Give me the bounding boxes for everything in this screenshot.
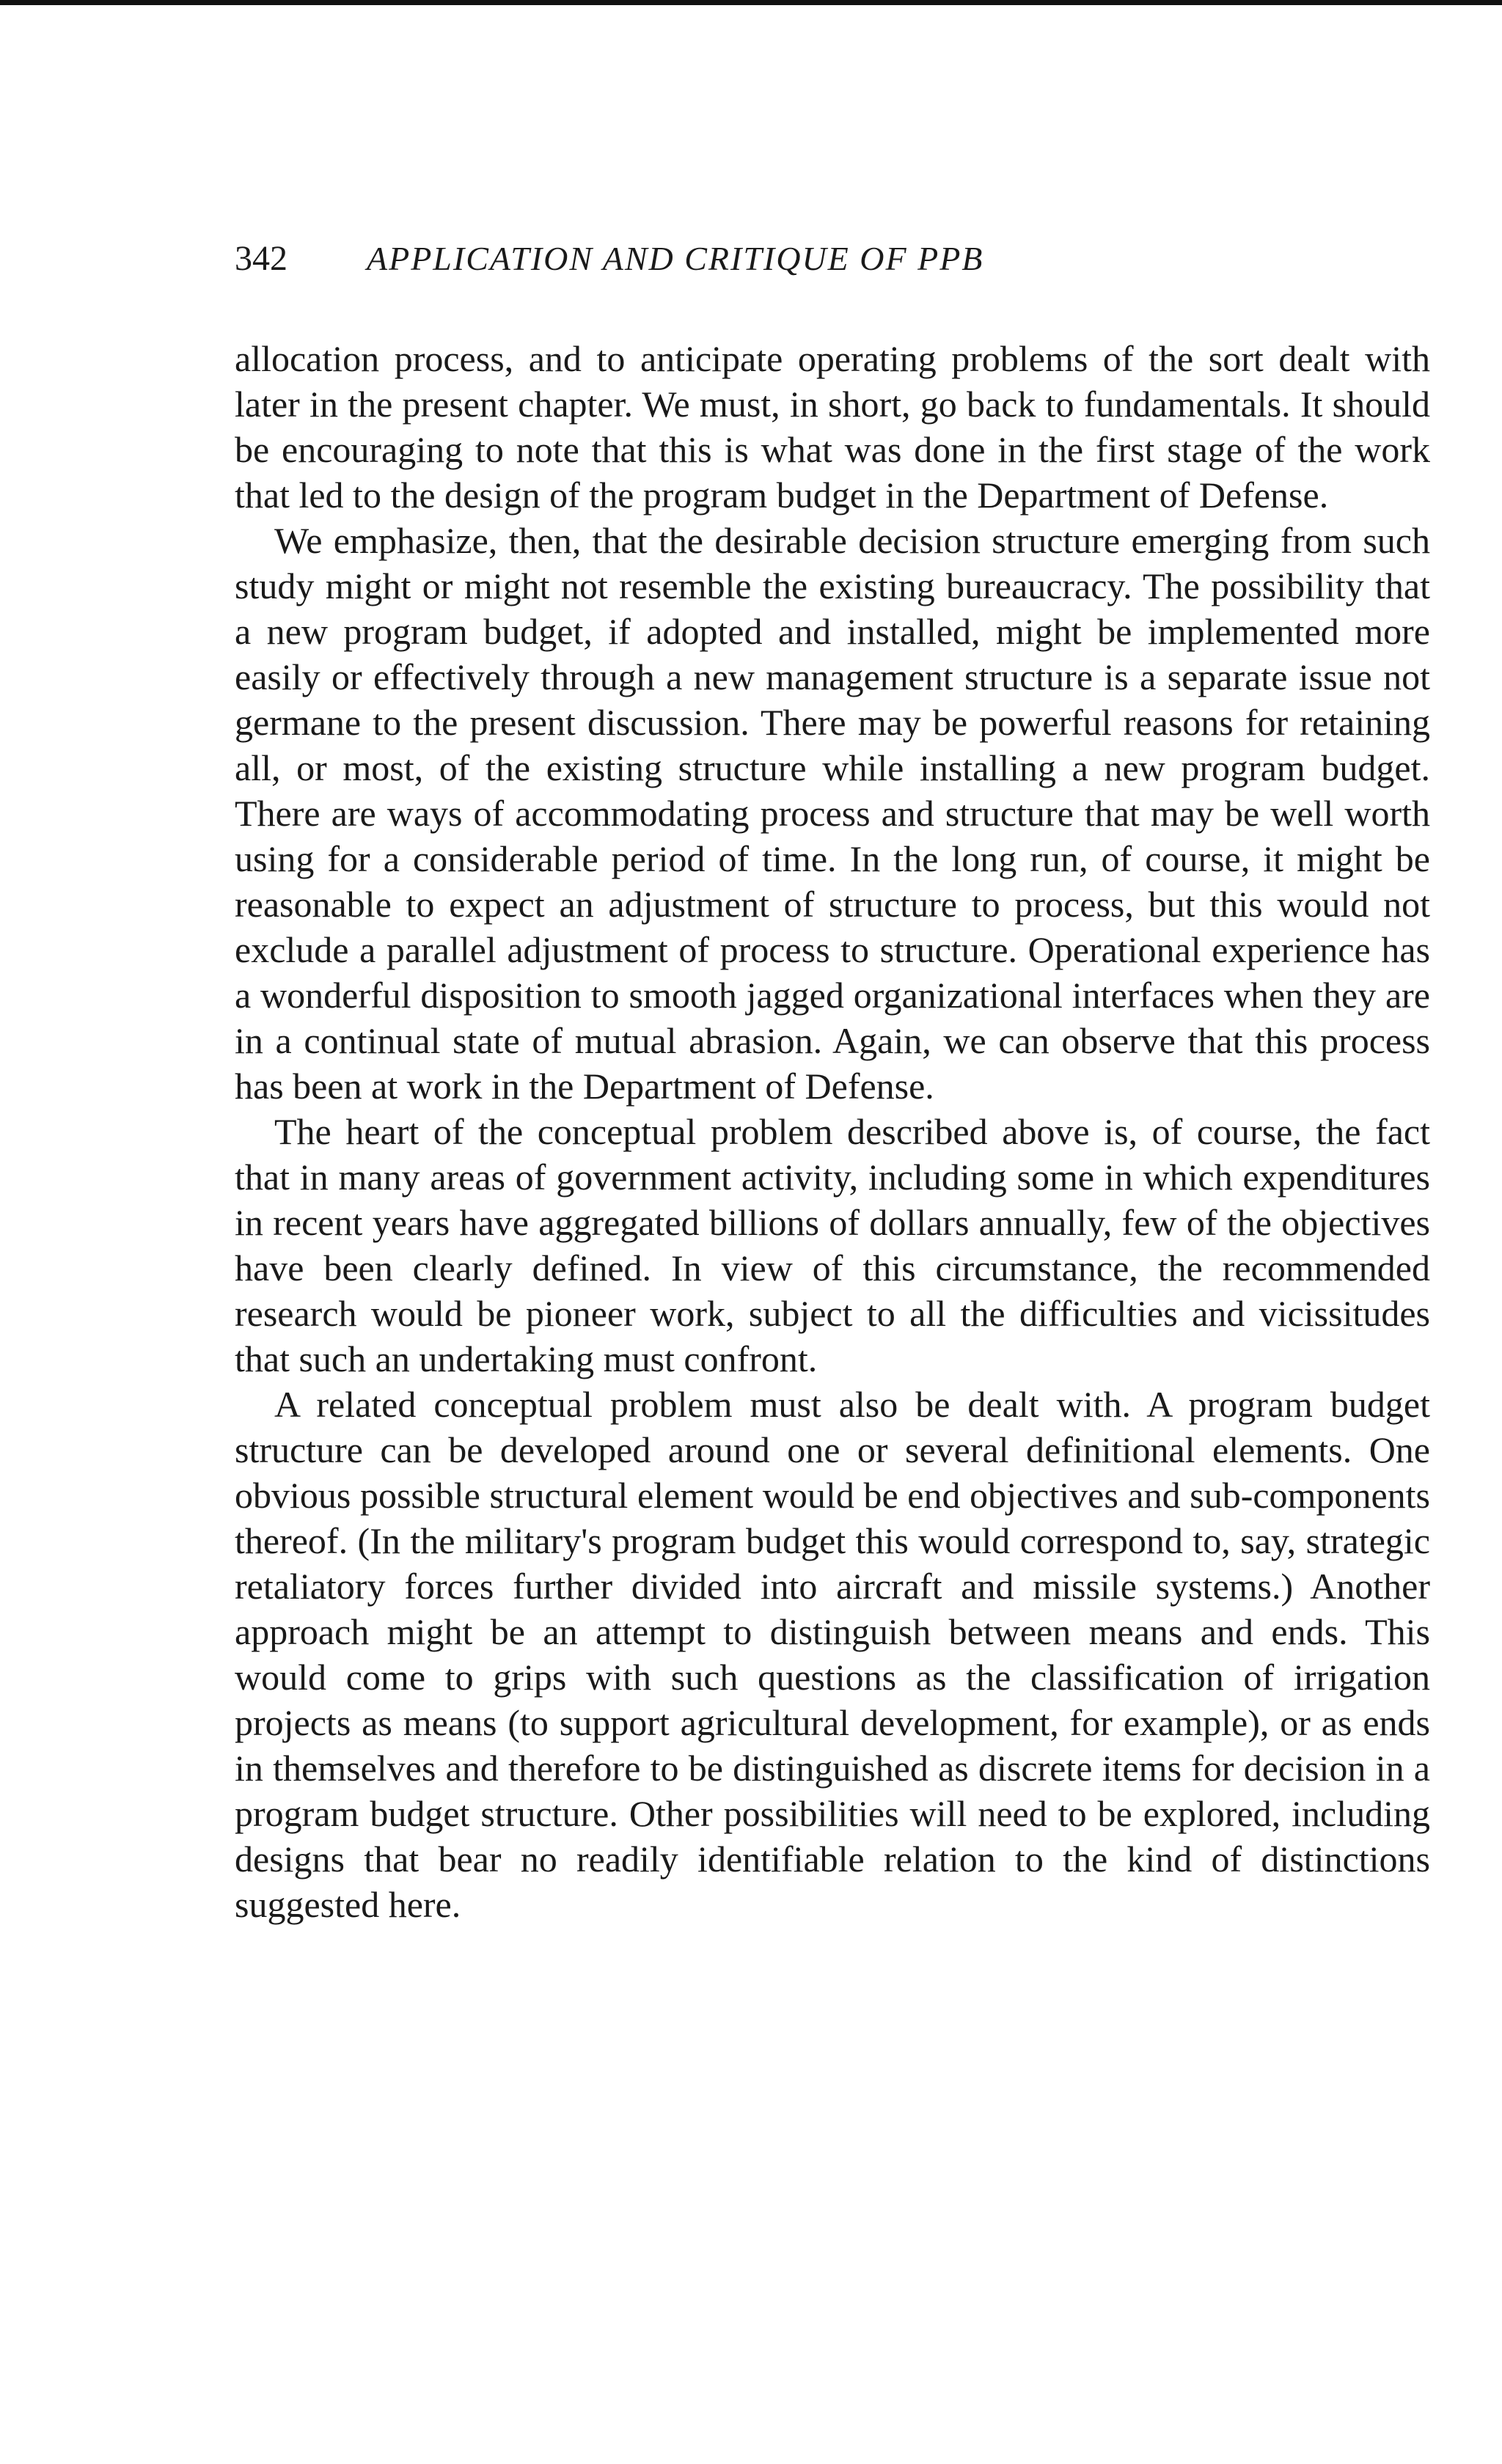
paragraph-3: The heart of the conceptual problem described above is, of course, the fact that in many areas of government activity, including some in which expenditures in recent years have aggregated billions of dollars annually, few of the objectives have been clearly defined. In view of this circumstance, the recommended research would be pioneer work, subject to all the difficulties and vicissitudes that such an undertaking must confront. — [235, 1111, 1430, 1379]
paragraph-1: allocation process, and to anticipate operating problems of the sort dealt with later in the present chapter. We must, in short, go back to fundamentals. It should be encouraging to note that this is what was done in the first stage of the work that led to the design of the program budget in the Department of Defense. — [235, 338, 1430, 516]
running-title: APPLICATION AND CRITIQUE OF PPB — [367, 240, 984, 277]
body-text — [235, 336, 1430, 1927]
top-border-rule — [0, 0, 1502, 5]
page-number: 342 — [235, 239, 287, 278]
book-page — [235, 233, 1430, 1927]
running-head — [235, 233, 1430, 285]
paragraph-4: A related conceptual problem must also be dealt with. A program budget structure can be developed around one or several definitional elements. One obvious possible structural element would be end objectives and sub-components thereof. (In the military's program budget this would correspond to, say, strategic retaliatory forces further divided into aircraft and missile systems.) Another approach might be an attempt to distinguish between means and ends. This would come to grips with such questions as the classification of irrigation projects as means (to support agricultural development, for example), or as ends in themselves and therefore to be distinguished as discrete items for decision in a program budget structure. Other possibilities will need to be explored, including designs that bear no readily identifiable relation to the kind of distinctions suggested here. — [235, 1384, 1430, 1925]
paragraph-2: We emphasize, then, that the desirable decision structure emerging from such study might or might not resemble the existing bureaucracy. The possibility that a new program budget, if adopted and installed, might be implemented more easily or effectively through a new management structure is a separate issue not germane to the present discussion. There may be powerful reasons for retaining all, or most, of the existing structure while installing a new program budget. There are ways of accommodating process and structure that may be well worth using for a considerable period of time. In the long run, of course, it might be reasonable to expect an adjustment of structure to process, but this would not exclude a parallel adjustment of process to structure. Operational experience has a wonderful disposition to smooth jagged organizational interfaces when they are in a continual state of mutual abrasion. Again, we can observe that this process has been at work in the Department of Defense. — [235, 520, 1430, 1107]
